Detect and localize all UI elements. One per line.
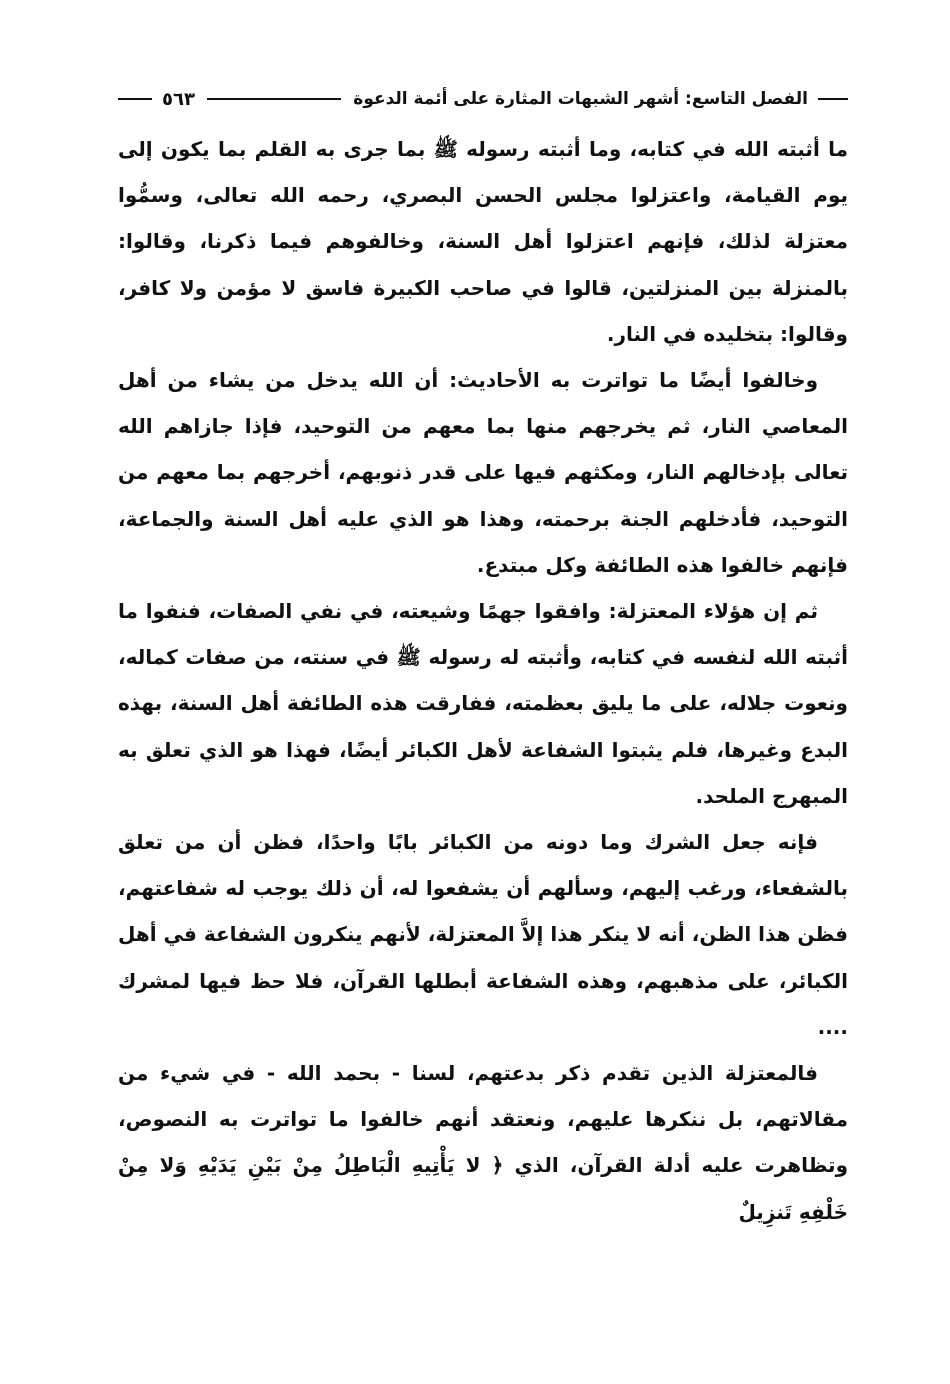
page-number: ٥٦٣ (162, 88, 195, 110)
paragraph: وخالفوا أيضًا ما تواترت به الأحاديث: أن الله يدخل من يشاء من أهل المعاصي النار، ثم يخرجهم منها بما معهم من التوحيد، فإذا جازاهم الله تعالى بإدخالهم النار، ومكثهم فيها على قدر ذنوبهم، أخرجهم بما معهم من التوحيد، فأدخلهم الجنة برحمته، وهذا هو الذي عليه أهل السنة والجماعة، فإنهم خالفوا هذه الطائفة وكل مبتدع. (118, 368, 848, 577)
running-header (118, 82, 848, 116)
paragraph: فإنه جعل الشرك وما دونه من الكبائر بابًا واحدًا، فظن أن من تعلق بالشفعاء، ورغب إليهم، وسألهم أن يشفعوا له، أن ذلك يوجب له شفاعتهم، فظن هذا الظن، أنه لا ينكر هذا إلاَّ المعتزلة، لأنهم ينكرون الشفاعة في أهل الكبائر، على مذهبهم، وهذه الشفاعة أبطلها القرآن، فلا حظ فيها لمشرك .... (118, 830, 848, 1039)
paragraph: ما أثبته الله في كتابه، وما أثبته رسوله ﷺ بما جرى به القلم بما يكون إلى يوم القيامة، واعتزلوا مجلس الحسن البصري، رحمه الله تعالى، وسمُّوا معتزلة لذلك، فإنهم اعتزلوا أهل السنة، وخالفوهم فيما ذكرنا، وقالوا: بالمنزلة بين المنزلتين، قالوا في صاحب الكبيرة فاسق لا مؤمن ولا كافر، وقالوا: بتخليده في النار. (118, 137, 848, 346)
body-text (118, 126, 848, 1235)
header-lead-dash (818, 98, 848, 100)
chapter-title: الفصل التاسع: أشهر الشبهات المثارة على أئمة الدعوة (353, 89, 808, 109)
header-rule (207, 98, 341, 100)
header-trail-dash (118, 98, 152, 100)
paragraph: فالمعتزلة الذين تقدم ذكر بدعتهم، لسنا - بحمد الله - في شيء من مقالاتهم، بل ننكرها عليهم، ونعتقد أنهم خالفوا ما تواترت به النصوص، وتظاهرت عليه أدلة القرآن، الذي ﴿ لا يَأْتِيهِ الْبَاطِلُ مِنْ بَيْنِ يَدَيْهِ وَلا مِنْ خَلْفِهِ تَنزِيلٌ (118, 1061, 848, 1224)
paragraph: ثم إن هؤلاء المعتزلة: وافقوا جهمًا وشيعته، في نفي الصفات، فنفوا ما أثبته الله لنفسه في كتابه، وأثبته له رسوله ﷺ في سنته، من صفات كماله، ونعوت جلاله، على ما يليق بعظمته، ففارقت هذه الطائفة أهل السنة، بهذه البدع وغيرها، فلم يثبتوا الشفاعة لأهل الكبائر أيضًا، فهذا هو الذي تعلق به المبهرج الملحد. (118, 599, 848, 808)
